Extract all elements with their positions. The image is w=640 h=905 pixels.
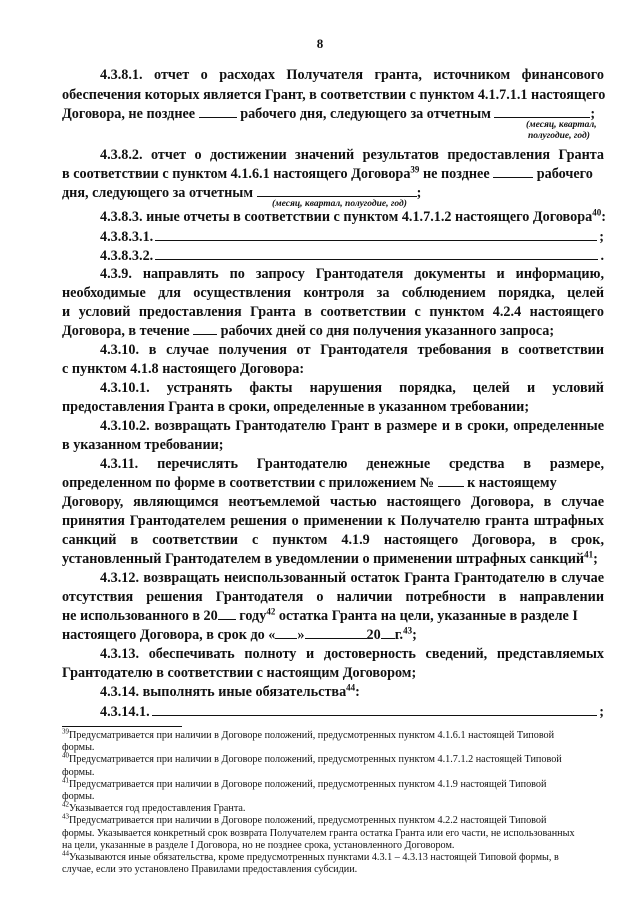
para-label: 4.3.14.1. — [100, 704, 150, 720]
footnote-ref: 41 — [584, 549, 594, 560]
para-text: в соответствии с пунктом 4.1.6.1 настоящего Договора — [62, 166, 411, 182]
para-text: году — [239, 608, 267, 624]
para-end: ; — [599, 229, 604, 245]
footnote-ref: 39 — [410, 164, 420, 175]
para-4-3-10-2-line-1: 4.3.10.2. возвращать Грантодателю Грант в размере и в сроки, определенные — [100, 418, 604, 434]
para-4-3-11-line-5: санкций в соответствии с пунктом 4.1.9 настоящего Договора, в срок, — [62, 532, 604, 548]
para-4-3-11-line-4: принятия Грантодателем решения о применении к Получателю гранта штрафных — [62, 513, 604, 529]
footnote-number: 44 — [62, 849, 69, 858]
para-end: ; — [590, 106, 596, 122]
footnote-text: Предусматривается при наличии в Договоре положений, предусмотренных пунктом 4.1.6.1 настоящей Типовой — [69, 730, 555, 741]
para-text: к настоящему — [467, 475, 557, 491]
para-text: остатка Гранта на цели, указанные в разделе I — [278, 608, 578, 624]
footnote-number: 40 — [62, 752, 69, 760]
hint-period: полугодие, год) — [528, 131, 590, 141]
para-label: 4.3.8.3.1. — [100, 229, 154, 245]
para-4-3-8-1-line-1: 4.3.8.1. отчет о расходах Получателя гранта, источником финансового — [100, 67, 604, 83]
para-text: не позднее — [422, 166, 490, 182]
para-4-3-8-1-line-2: обеспечения которых является Грант, в соответствии с пунктом 4.1.7.1.1 настоящего — [62, 87, 606, 103]
para-end: ; — [599, 704, 604, 720]
para-end: ; — [593, 551, 598, 567]
para-text: Договора, не позднее — [62, 106, 196, 122]
footnote-text: формы. Указывается конкретный срок возврата Получателем гранта остатка Гранта или его части, не использованных — [62, 827, 575, 839]
para-label: 4.3.8.3.2. — [100, 248, 154, 264]
para-text: установленный Грантодателем в уведомлении о применении штрафных санкций — [62, 551, 585, 567]
para-text: 4.3.14. выполнять иные обязательства — [100, 684, 347, 700]
hint-period: (месяц, квартал, — [526, 120, 597, 130]
para-4-3-13-line-1: 4.3.13. обеспечивать полноту и достоверность сведений, представляемых — [100, 646, 604, 662]
para-4-3-9-line-3: и условий предоставления Гранта в соответствии с пунктом 4.2.4 настоящего — [62, 304, 604, 320]
footnote-ref: 42 — [266, 606, 276, 617]
footnote-ref: 40 — [592, 207, 602, 218]
para-text: рабочего дня, следующего за отчетным — [240, 106, 491, 122]
page-number: 8 — [316, 36, 324, 51]
hint-period: (месяц, квартал, полугодие, год) — [272, 199, 407, 209]
footnote-text: Указываются иные обязательства, кроме предусмотренных пунктами 4.3.1 – 4.3.13 настоящей Типовой формы, в — [69, 852, 559, 863]
footnote-number: 42 — [62, 800, 69, 809]
footnote-text: формы. — [62, 791, 95, 802]
para-end: ; — [416, 185, 422, 201]
footnote-ref: 43 — [403, 625, 413, 636]
para-text: не использованного в 20 — [62, 608, 218, 624]
footnote-text: формы. — [62, 742, 95, 754]
para-4-3-10-2-line-2: в указанном требовании; — [62, 437, 224, 453]
para-4-3-12-line-2: отсутствия решения Грантодателя о наличии потребности в направлении — [62, 589, 604, 605]
footnote-number: 39 — [62, 727, 69, 736]
footnote-text: формы. — [62, 766, 95, 778]
para-4-3-9-line-1: 4.3.9. направлять по запросу Грантодателя документы и информацию, — [100, 266, 604, 282]
para-end: . — [600, 248, 604, 264]
para-4-3-10-1-line-2: предоставления Гранта в сроки, определенные в указанном требовании; — [62, 399, 530, 415]
para-text: Договора, в течение — [62, 323, 190, 339]
footnote-text: на цели, указанные в разделе I Договора, но не позднее срока, установленного Договором. — [62, 839, 455, 851]
footnote-number: 43 — [62, 813, 69, 821]
para-text: дня, следующего за отчетным — [62, 185, 254, 201]
para-text: г. — [394, 627, 404, 643]
footnote-text: Предусматривается при наличии в Договоре положений, предусмотренных пунктом 4.2.2 настоящей Типовой — [69, 815, 547, 827]
footnote-text: Предусматривается при наличии в Договоре положений, предусмотренных пунктом 4.1.7.1.2 настоящей Типовой — [69, 754, 562, 766]
para-4-3-11-line-3: Договору, являющимся неотъемлемой частью настоящего Договора, в случае — [62, 494, 604, 510]
para-text: настоящего Договора, в срок до « — [62, 627, 276, 643]
footnote-ref: 44 — [346, 682, 356, 693]
footnote-text: Указывается год предоставления Гранта. — [69, 803, 246, 815]
para-text: 4.3.8.3. иные отчеты в соответствии с пунктом 4.1.7.1.2 настоящего Договора — [100, 209, 593, 225]
para-4-3-13-line-2: Грантодателю в соответствии с настоящим Договором; — [62, 665, 417, 681]
para-text: определенном по форме в соответствии с приложением № — [62, 475, 434, 491]
footnote-text: Предусматривается при наличии в Договоре положений, предусмотренных пунктом 4.1.9 настоящей Типовой — [69, 778, 547, 790]
para-4-3-8-2-line-1: 4.3.8.2. отчет о достижении значений результатов предоставления Гранта — [100, 147, 604, 163]
para-text: рабочего — [536, 166, 593, 182]
para-4-3-12-line-1: 4.3.12. возвращать неиспользованный остаток Гранта Грантодателю в случае — [100, 570, 604, 586]
footnote-number: 41 — [62, 776, 69, 785]
para-4-3-10-1-line-1: 4.3.10.1. устранять факты нарушения порядка, целей и условий — [100, 380, 604, 396]
para-end: : — [355, 684, 360, 700]
para-4-3-10-line-1: 4.3.10. в случае получения от Грантодателя требования в соответствии — [100, 342, 604, 358]
para-end: ; — [412, 627, 417, 643]
footnote-text: случае, если это установлено Правилами предоставления субсидии. — [62, 864, 358, 876]
para-4-3-9-line-2: необходимые для осуществления контроля за соблюдением порядка, целей — [62, 285, 604, 301]
para-4-3-11-line-1: 4.3.11. перечислять Грантодателю денежные средства в размере, — [100, 456, 604, 472]
para-text: рабочих дней со дня получения указанного запроса; — [220, 323, 555, 339]
para-text: 20 — [366, 627, 381, 643]
para-text: » — [297, 627, 305, 643]
para-end: : — [601, 209, 606, 225]
para-4-3-10-line-2: с пунктом 4.1.8 настоящего Договора: — [62, 361, 305, 377]
